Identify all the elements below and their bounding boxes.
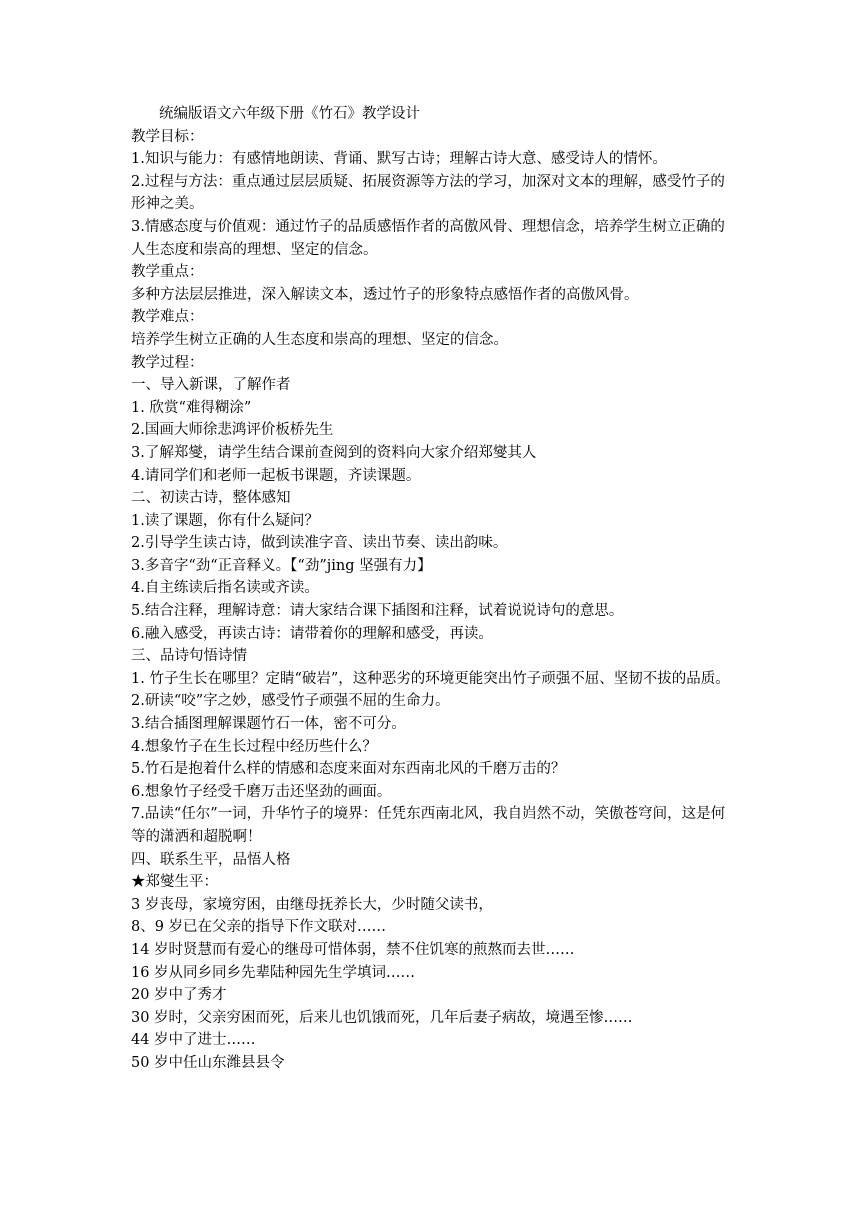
section-3-item-5: 5.竹石是抱着什么样的情感和态度来面对东西南北风的千磨万击的？ (131, 761, 566, 778)
section-1-item-3: 3.了解郑燮，请学生结合课前查阅到的资料向大家介绍郑燮其人 (131, 444, 537, 461)
section-3-heading: 三、品诗句悟诗情 (131, 648, 247, 665)
biography-item-5: 20 岁中了秀才 (131, 987, 227, 1004)
biography-item-8: 50 岁中任山东潍县县令 (131, 1054, 285, 1071)
objective-2: 2.过程与方法：重点通过层层质疑、拓展资源等方法的学习，加深对文本的理解，感受竹子的形神之美。 (131, 173, 725, 213)
biography-item-3: 14 岁时贤慧而有爱心的继母可惜体弱，禁不住饥寒的煎熬而去世…… (131, 941, 575, 958)
section-2-heading: 二、初读古诗，整体感知 (131, 490, 291, 507)
biography-item-2: 8、9 岁已在父亲的指导下作文联对…… (131, 919, 387, 936)
section-2-item-3: 3.多音字“劲“正音释义。【“劲”jing 坚强有力】 (131, 557, 432, 574)
section-3-item-4: 4.想象竹子在生长过程中经历些什么？ (131, 738, 377, 755)
heading-key-points: 教学重点： (131, 264, 204, 281)
section-4-heading: 四、联系生平，品悟人格 (131, 851, 291, 868)
document-title: 统编版语文六年级下册《竹石》教学设计 (159, 106, 420, 122)
section-3-item-1: 1. 竹子生长在哪里？定睛“破岩”，这种恶劣的环境更能突出竹子顽强不屈、坚韧不拔的品质。 (131, 670, 730, 687)
objective-3: 3.情感态度与价值观：通过竹子的品质感悟作者的高傲风骨、理想信念，培养学生树立正确的人生态度和崇高的理想、坚定的信念。 (131, 218, 725, 258)
section-3-item-7: 7.品读“任尔”一词，升华竹子的境界：任凭东西南北风，我自岿然不动，笑傲苍穹间，这是何等的潇洒和超脱啊！ (131, 806, 726, 845)
section-2-item-1: 1.读了课题，你有什么疑问？ (131, 512, 319, 529)
document-body (131, 103, 731, 1075)
section-2-item-4: 4.自主练读后指名读或齐读。 (131, 580, 319, 597)
heading-difficulties: 教学难点： (131, 309, 204, 326)
section-3-item-6: 6.想象竹子经受千磨万击还坚劲的画面。 (131, 783, 392, 800)
section-1-heading: 一、导入新课，了解作者 (131, 377, 291, 394)
biography-heading: ★郑燮生平： (131, 874, 218, 891)
biography-item-7: 44 岁中了进士…… (131, 1032, 256, 1049)
section-2-item-2: 2.引导学生读古诗，做到读准字音、读出节奏、读出韵味。 (131, 535, 508, 552)
biography-item-6: 30 岁时，父亲穷困而死，后来儿也饥饿而死，几年后妻子病故，境遇至惨…… (131, 1009, 633, 1026)
section-1-item-2: 2.国画大师徐悲鸿评价板桥先生 (131, 422, 334, 439)
section-3-item-3: 3.结合插图理解课题竹石一体，密不可分。 (131, 716, 406, 733)
section-2-item-5: 5.结合注释，理解诗意：请大家结合课下插图和注释，试着说说诗句的意思。 (131, 603, 624, 620)
section-1-item-1: 1. 欣赏“难得糊涂” (131, 399, 252, 416)
key-point-text: 多种方法层层推进，深入解读文本，透过竹子的形象特点感悟作者的高傲风骨。 (131, 286, 639, 303)
section-3-item-2: 2.研读“咬”字之妙，感受竹子顽强不屈的生命力。 (131, 693, 450, 710)
biography-item-4: 16 岁从同乡同乡先辈陆种园先生学填词…… (131, 964, 416, 981)
biography-item-1: 3 岁丧母，家境穷困，由继母抚养长大，少时随父读书， (131, 896, 493, 913)
objective-1: 1.知识与能力：有感情地朗读、背诵、默写古诗；理解古诗大意、感受诗人的情怀。 (131, 151, 667, 168)
difficulty-text: 培养学生树立正确的人生态度和崇高的理想、坚定的信念。 (131, 331, 508, 348)
section-1-item-4: 4.请同学们和老师一起板书课题，齐读课题。 (131, 467, 421, 484)
heading-objectives: 教学目标： (131, 128, 204, 145)
heading-process: 教学过程： (131, 354, 204, 371)
section-2-item-6: 6.融入感受，再读古诗：请带着你的理解和感受，再读。 (131, 625, 493, 642)
